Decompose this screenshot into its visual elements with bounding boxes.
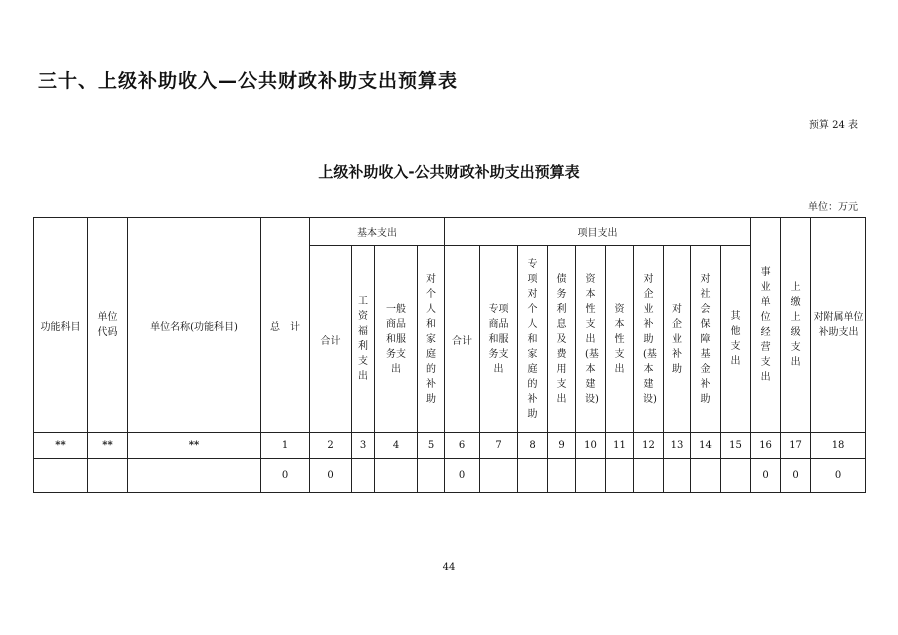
header-project-capital: 资本性支出: [606, 246, 634, 433]
data-cell: [34, 459, 88, 493]
data-cell: 0: [310, 459, 352, 493]
data-cell: [634, 459, 664, 493]
data-cell: [518, 459, 548, 493]
data-cell: 0: [811, 459, 866, 493]
header-project-goods: 专项商品和服务支出: [480, 246, 518, 433]
data-cell: 0: [781, 459, 811, 493]
index-cell: 13: [664, 433, 691, 459]
data-cell: [418, 459, 445, 493]
data-cell: [375, 459, 418, 493]
data-cell: [88, 459, 128, 493]
header-total: 总 计: [261, 218, 310, 433]
index-cell: 17: [781, 433, 811, 459]
data-cell: 0: [445, 459, 480, 493]
index-cell: 9: [548, 433, 576, 459]
index-cell: **: [128, 433, 261, 459]
header-project-enterprise: 对企业补助: [664, 246, 691, 433]
header-project-debt: 债务利息及费用支出: [548, 246, 576, 433]
header-basic-personal: 对个人和家庭的补助: [418, 246, 445, 433]
index-cell: 6: [445, 433, 480, 459]
header-project-other: 其他支出: [721, 246, 751, 433]
data-cell: [548, 459, 576, 493]
header-row-top: [34, 218, 866, 246]
index-cell: 11: [606, 433, 634, 459]
index-cell: 4: [375, 433, 418, 459]
data-cell: 0: [261, 459, 310, 493]
index-cell: 7: [480, 433, 518, 459]
header-basic-wages: 工资福利支出: [352, 246, 375, 433]
index-cell: 15: [721, 433, 751, 459]
section-title: 三十、上级补助收入—公共财政补助支出预算表: [38, 70, 459, 92]
index-cell: 1: [261, 433, 310, 459]
data-cell: [721, 459, 751, 493]
data-row: [34, 459, 866, 493]
header-affiliate: 对附属单位补助支出: [811, 218, 866, 433]
index-cell: 16: [751, 433, 781, 459]
index-cell: 3: [352, 433, 375, 459]
header-upper-pay: 上缴上级支出: [781, 218, 811, 433]
data-cell: [576, 459, 606, 493]
unit-label: 单位：万元: [808, 202, 858, 213]
header-project-social: 对社会保障基金补助: [691, 246, 721, 433]
budget-table: [33, 217, 866, 493]
header-project-personal: 专项对个人和家庭的补助: [518, 246, 548, 433]
index-cell: 8: [518, 433, 548, 459]
header-unit-name: 单位名称(功能科目): [128, 218, 261, 433]
header-basic-subtotal: 合计: [310, 246, 352, 433]
index-cell: 14: [691, 433, 721, 459]
index-row: [34, 433, 866, 459]
index-cell: 12: [634, 433, 664, 459]
data-cell: [128, 459, 261, 493]
header-project-capital-basic: 资本性支出(基本建设): [576, 246, 606, 433]
data-cell: [691, 459, 721, 493]
data-cell: [664, 459, 691, 493]
index-cell: **: [88, 433, 128, 459]
table-number: 预算 24 表: [808, 120, 858, 131]
header-basic-goods: 一般商品和服务支出: [375, 246, 418, 433]
header-business-ops: 事业单位经营支出: [751, 218, 781, 433]
data-cell: [480, 459, 518, 493]
header-project-subtotal: 合计: [445, 246, 480, 433]
page-number: 44: [442, 562, 456, 573]
index-cell: 2: [310, 433, 352, 459]
index-cell: 18: [811, 433, 866, 459]
header-unit-code: 单位代码: [88, 218, 128, 433]
data-cell: [352, 459, 375, 493]
index-cell: 5: [418, 433, 445, 459]
table-title: 上级补助收入-公共财政补助支出预算表: [318, 163, 580, 181]
header-project-enterprise-basic: 对企业补助(基本建设): [634, 246, 664, 433]
data-cell: 0: [751, 459, 781, 493]
index-cell: 10: [576, 433, 606, 459]
header-basic: 基本支出: [310, 218, 445, 246]
index-cell: **: [34, 433, 88, 459]
header-func-subject: 功能科目: [34, 218, 88, 433]
data-cell: [606, 459, 634, 493]
header-project: 项目支出: [445, 218, 751, 246]
